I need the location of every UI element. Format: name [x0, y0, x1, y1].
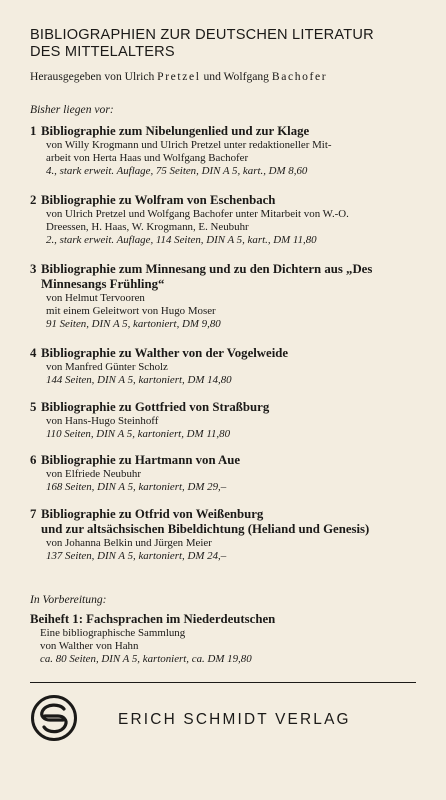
supplement-entry [30, 612, 430, 666]
entry-number: 6 [30, 453, 37, 467]
entry-authors-line: von Johanna Belkin und Jürgen Meier [46, 537, 212, 549]
entry-authors-line: arbeit von Herta Haas und Wolfgang Bachofer [46, 152, 249, 164]
bibliography-entry-2 [30, 193, 430, 247]
editor-name-pretzel: Pretzel [157, 70, 201, 83]
in-preparation-label: In Vorbereitung: [30, 593, 107, 606]
entry-title-line2: und zur altsächsischen Bibeldichtung (Heliand und Genesis) [41, 522, 370, 536]
bibliography-entry-5 [30, 400, 430, 441]
entry-publication-details: 2., stark erweit. Auflage, 114 Seiten, DIN A 5, kart., DM 11,80 [46, 234, 317, 246]
entry-title: Bibliographie zu Gottfried von Straßburg [41, 400, 270, 414]
entry-title: Bibliographie zu Wolfram von Eschenbach [41, 193, 276, 207]
bibliography-entry-7 [30, 507, 430, 563]
intro-label: Bisher liegen vor: [30, 103, 114, 116]
entry-authors-line: von Willy Krogmann und Ulrich Pretzel unter redaktioneller Mit- [46, 139, 332, 151]
entry-authors-line: von Hans-Hugo Steinhoff [46, 415, 159, 427]
entry-title: Bibliographie zu Hartmann von Aue [41, 453, 241, 467]
entry-title: Bibliographie zum Nibelungenlied und zur Klage [41, 124, 310, 138]
entry-publication-details: 168 Seiten, DIN A 5, kartoniert, DM 29,– [46, 481, 227, 493]
entry-title: Bibliographie zu Walther von der Vogelweide [41, 346, 289, 360]
entry-publication-details: 4., stark erweit. Auflage, 75 Seiten, DIN A 5, kart., DM 8,60 [46, 165, 308, 177]
entry-authors-line: von Elfriede Neubuhr [46, 468, 141, 480]
entry-authors-line: mit einem Geleitwort von Hugo Moser [46, 305, 216, 317]
editors-middle: und Wolfgang [203, 70, 269, 83]
editors-prefix: Herausgegeben von Ulrich [30, 70, 155, 83]
supplement-line: Eine bibliographische Sammlung [40, 627, 186, 639]
entry-authors-line: von Ulrich Pretzel und Wolfgang Bachofer unter Mitarbeit von W.-O. [46, 208, 349, 220]
entry-title-line2: Minnesangs Frühling“ [41, 277, 165, 291]
entry-number: 5 [30, 400, 37, 414]
series-title-line2: DES MITTELALTERS [30, 44, 175, 60]
editors-line [30, 70, 327, 83]
entry-publication-details: 110 Seiten, DIN A 5, kartoniert, DM 11,80 [46, 428, 231, 440]
entry-title-line1: Bibliographie zum Minnesang und zu den Dichtern aus „Des [41, 262, 373, 276]
publisher-name: ERICH SCHMIDT VERLAG [118, 711, 351, 728]
entry-number: 3 [30, 262, 37, 276]
entry-title [41, 507, 369, 537]
entry-authors-line: von Helmut Tervooren [46, 292, 145, 304]
bibliography-entry-4 [30, 346, 430, 387]
entry-authors-line: von Manfred Günter Scholz [46, 361, 168, 373]
entry-publication-details: 91 Seiten, DIN A 5, kartoniert, DM 9,80 [46, 318, 221, 330]
esv-logo-icon [30, 694, 78, 742]
entry-title [41, 262, 372, 292]
entry-title-line1: Bibliographie zu Otfrid von Weißenburg [41, 507, 264, 521]
supplement-line: von Walther von Hahn [40, 640, 139, 652]
divider-rule [30, 682, 416, 683]
editor-name-bachofer: Bachofer [271, 70, 328, 83]
entry-publication-details: 137 Seiten, DIN A 5, kartoniert, DM 24,– [46, 550, 227, 562]
bibliography-entry-1 [30, 124, 430, 178]
entry-number: 1 [30, 124, 37, 138]
bibliography-entry-6 [30, 453, 430, 494]
entry-number: 7 [30, 507, 37, 521]
bibliography-entry-3 [30, 262, 430, 331]
entry-number: 4 [30, 346, 37, 360]
series-title [30, 27, 430, 61]
series-title-line1: BIBLIOGRAPHIEN ZUR DEUTSCHEN LITERATUR [30, 27, 374, 43]
entry-number: 2 [30, 193, 37, 207]
entry-publication-details: 144 Seiten, DIN A 5, kartoniert, DM 14,80 [46, 374, 232, 386]
supplement-title: Beiheft 1: Fachsprachen im Niederdeutschen [30, 612, 276, 626]
entry-authors-line: Dreessen, H. Haas, W. Krogmann, E. Neubuhr [46, 221, 249, 233]
supplement-publication-details: ca. 80 Seiten, DIN A 5, kartoniert, ca. DM 19,80 [40, 653, 252, 665]
